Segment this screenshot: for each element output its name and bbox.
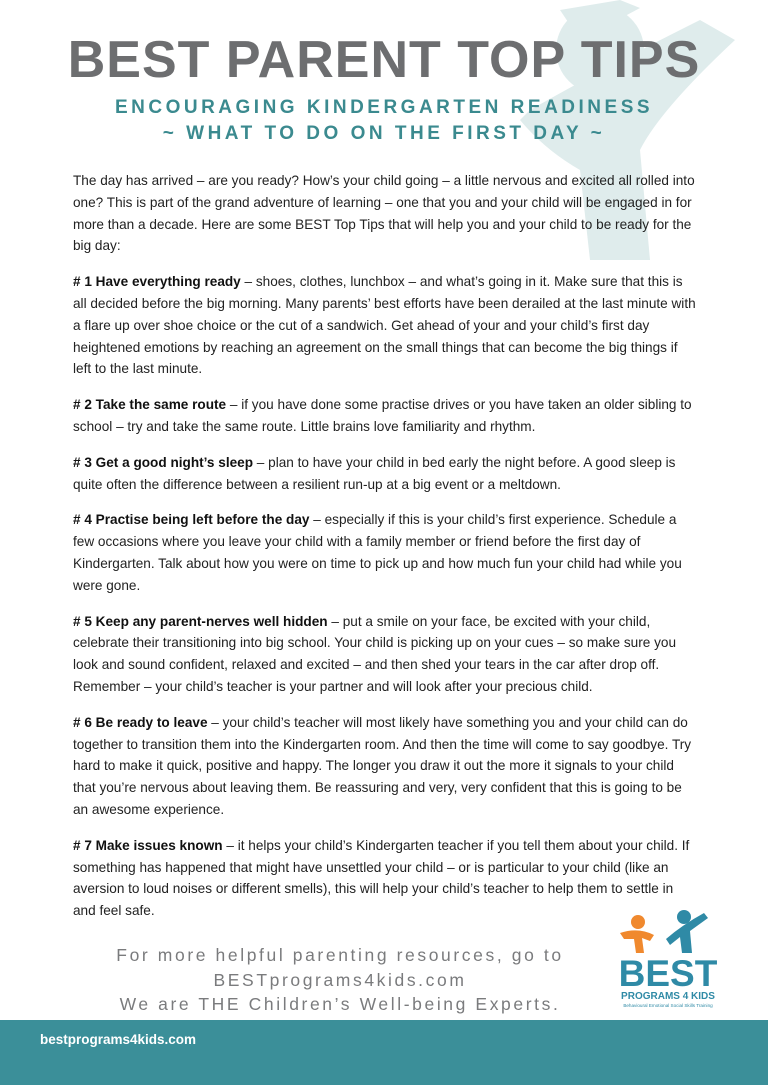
tip-heading: # 3 Get a good night’s sleep xyxy=(73,454,254,470)
best-logo xyxy=(612,905,724,1017)
page-subtitle: ENCOURAGING KINDERGARTEN READINESS xyxy=(114,97,654,118)
tip-heading: # 4 Practise being left before the day xyxy=(73,512,310,528)
tip-body: – shoes, clothes, lunchbox – and what’s going in it. Make sure that this is all decided before the big morning. Many parents’ best efforts have been derailed at the last minute with a flare up over shoe choice or the cut of a sandwich. Get ahead of your and your child’s first day heightened emotions by reaching an agreement on the small things that can become the big things if left to the last minute. xyxy=(73,274,696,377)
logo-text: BEST xyxy=(618,953,718,994)
tip-heading: # 5 Keep any parent-nerves well hidden xyxy=(73,613,328,629)
tip-heading: # 7 Make issues known xyxy=(73,837,223,853)
logo-tagline: Behavioural Emotional Social Skills Training xyxy=(623,1003,713,1008)
intro-paragraph: The day has arrived – are you ready? How’s your child going – a little nervous and excited all rolled into one? This is part of the grand adventure of learning – one that you and your child will be engaged in for more than a decade. Here are some BEST Top Tips that will help you and your child to be ready for the big day: xyxy=(73,173,695,254)
logo-subtext: PROGRAMS 4 KIDS xyxy=(621,991,715,1002)
tip-heading: # 1 Have everything ready xyxy=(73,274,241,290)
footer-bar xyxy=(0,1020,768,1085)
tip-body: – it helps your child’s Kindergarten teacher if you tell them about your child. If something has happened that might have unsettled your child – or is particular to your child (like an aversion to loud noises or different smells), this will help your child’s teacher to help them to settle in and feel safe. xyxy=(73,837,690,919)
footer-website-link[interactable]: BESTprograms4kids.com xyxy=(213,969,467,990)
tip-paragraph xyxy=(73,835,698,922)
tip-body: – put a smile on your face, be excited with your child, celebrate their transitioning into big school. Your child is picking up on your cues – so make sure you look and sound confident, relaxed and excited – and then shed your tears in the car after drop off. Remember – your child’s teacher is your partner and will look after your precious child. xyxy=(73,613,677,694)
logo-blue-figure-icon xyxy=(677,910,691,924)
tip-heading: # 2 Take the same route xyxy=(73,397,227,413)
footer-promo xyxy=(70,943,610,1017)
article-body xyxy=(73,170,698,936)
tip-heading: # 6 Be ready to leave xyxy=(73,714,208,730)
footer-tagline: We are THE Children’s Well-being Experts. xyxy=(119,994,561,1014)
tip-paragraph xyxy=(73,394,698,438)
page-title: BEST PARENT TOP TIPS xyxy=(67,31,701,89)
tip-body: – if you have done some practise drives or you have taken an older sibling to school – try and take the same route. Little brains love familiarity and rhythm. xyxy=(73,397,692,434)
logo-orange-figure-icon xyxy=(631,915,645,929)
footer-url-link[interactable]: bestprograms4kids.com xyxy=(40,1032,197,1047)
tip-paragraph xyxy=(73,452,698,496)
tip-body: – plan to have your child in bed early the night before. A good sleep is quite often the difference between a resilient run-up at a big event or a meltdown. xyxy=(73,454,676,492)
tip-paragraph xyxy=(73,611,698,698)
footer-line: For more helpful parenting resources, go to xyxy=(116,945,564,965)
tip-paragraph xyxy=(73,271,698,380)
tip-paragraph xyxy=(73,509,698,596)
tip-body: – especially if this is your child’s first experience. Schedule a few occasions where you leave your child with a family member or friend before the first day of Kindergarten. Talk about how you were on time to pick up and how much fun your child had while you were gone. xyxy=(73,512,682,593)
tip-paragraph xyxy=(73,712,698,821)
tip-body: – your child’s teacher will most likely have something you and your child can do together to transition them into the Kindergarten room. And then the time will come to say goodbye. Try hard to make it quick, positive and happy. The longer you draw it out the more it signals to your child that you’re nervous about leaving them. Be reassuring and very, very confident that this is going to be an awesome experience. xyxy=(73,714,692,817)
page-subheading: ~ WHAT TO DO ON THE FIRST DAY ~ xyxy=(162,123,606,144)
